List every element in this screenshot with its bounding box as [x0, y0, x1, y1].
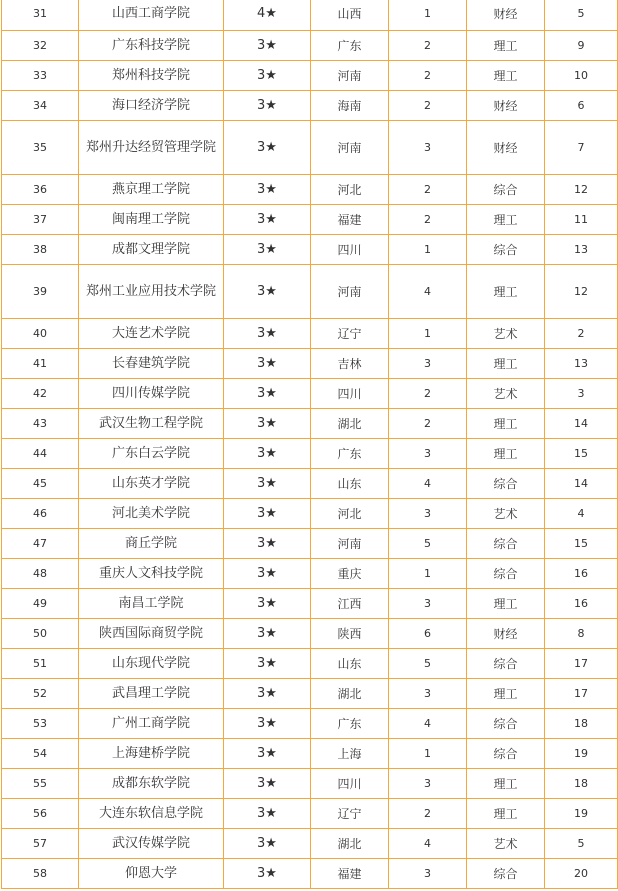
- star-rating-cell: 3★: [224, 589, 311, 619]
- table-row: [2, 619, 618, 649]
- star-rating-cell: 3★: [224, 439, 311, 469]
- school-name-cell: 广东科技学院: [79, 31, 224, 61]
- province-cell: 福建: [311, 859, 389, 889]
- level-cell: 2: [389, 31, 467, 61]
- count-cell: 13: [545, 349, 618, 379]
- ranking-table-body: [2, 0, 618, 889]
- rank-cell: 58: [2, 859, 79, 889]
- category-cell: 理工: [467, 409, 545, 439]
- school-name-cell: 上海建桥学院: [79, 739, 224, 769]
- rank-cell: 41: [2, 349, 79, 379]
- count-cell: 15: [545, 529, 618, 559]
- school-name-cell: 闽南理工学院: [79, 205, 224, 235]
- rank-cell: 38: [2, 235, 79, 265]
- category-cell: 理工: [467, 769, 545, 799]
- star-rating-cell: 3★: [224, 679, 311, 709]
- level-cell: 1: [389, 235, 467, 265]
- school-name-cell: 南昌工学院: [79, 589, 224, 619]
- province-cell: 广东: [311, 31, 389, 61]
- category-cell: 综合: [467, 739, 545, 769]
- star-rating-cell: 3★: [224, 649, 311, 679]
- category-cell: 理工: [467, 349, 545, 379]
- star-rating-cell: 3★: [224, 319, 311, 349]
- table-row: [2, 439, 618, 469]
- star-rating-cell: 3★: [224, 349, 311, 379]
- count-cell: 10: [545, 61, 618, 91]
- category-cell: 财经: [467, 0, 545, 31]
- rank-cell: 40: [2, 319, 79, 349]
- province-cell: 福建: [311, 205, 389, 235]
- school-name-cell: 重庆人文科技学院: [79, 559, 224, 589]
- level-cell: 3: [389, 439, 467, 469]
- star-rating-cell: 4★: [224, 0, 311, 31]
- count-cell: 18: [545, 709, 618, 739]
- rank-cell: 42: [2, 379, 79, 409]
- school-name-cell: 武汉传媒学院: [79, 829, 224, 859]
- category-cell: 理工: [467, 679, 545, 709]
- table-row: [2, 769, 618, 799]
- school-name-cell: 陕西国际商贸学院: [79, 619, 224, 649]
- school-name-cell: 广州工商学院: [79, 709, 224, 739]
- star-rating-cell: 3★: [224, 859, 311, 889]
- province-cell: 湖北: [311, 409, 389, 439]
- star-rating-cell: 3★: [224, 409, 311, 439]
- level-cell: 5: [389, 649, 467, 679]
- count-cell: 5: [545, 0, 618, 31]
- rank-cell: 53: [2, 709, 79, 739]
- count-cell: 19: [545, 739, 618, 769]
- table-row: [2, 349, 618, 379]
- school-name-cell: 郑州科技学院: [79, 61, 224, 91]
- province-cell: 上海: [311, 739, 389, 769]
- count-cell: 8: [545, 619, 618, 649]
- category-cell: 综合: [467, 649, 545, 679]
- count-cell: 3: [545, 379, 618, 409]
- level-cell: 5: [389, 529, 467, 559]
- star-rating-cell: 3★: [224, 265, 311, 319]
- star-rating-cell: 3★: [224, 379, 311, 409]
- province-cell: 海南: [311, 91, 389, 121]
- star-rating-cell: 3★: [224, 499, 311, 529]
- level-cell: 2: [389, 175, 467, 205]
- star-rating-cell: 3★: [224, 175, 311, 205]
- count-cell: 5: [545, 829, 618, 859]
- school-name-cell: 河北美术学院: [79, 499, 224, 529]
- level-cell: 3: [389, 859, 467, 889]
- table-row: [2, 469, 618, 499]
- school-name-cell: 商丘学院: [79, 529, 224, 559]
- count-cell: 11: [545, 205, 618, 235]
- level-cell: 1: [389, 739, 467, 769]
- rank-cell: 57: [2, 829, 79, 859]
- category-cell: 综合: [467, 859, 545, 889]
- school-name-cell: 成都文理学院: [79, 235, 224, 265]
- category-cell: 综合: [467, 709, 545, 739]
- school-name-cell: 成都东软学院: [79, 769, 224, 799]
- table-row: [2, 829, 618, 859]
- province-cell: 湖北: [311, 679, 389, 709]
- province-cell: 山东: [311, 649, 389, 679]
- province-cell: 辽宁: [311, 799, 389, 829]
- count-cell: 16: [545, 589, 618, 619]
- category-cell: 财经: [467, 91, 545, 121]
- level-cell: 4: [389, 829, 467, 859]
- star-rating-cell: 3★: [224, 91, 311, 121]
- category-cell: 综合: [467, 559, 545, 589]
- province-cell: 广东: [311, 439, 389, 469]
- star-rating-cell: 3★: [224, 619, 311, 649]
- level-cell: 3: [389, 121, 467, 175]
- rank-cell: 48: [2, 559, 79, 589]
- category-cell: 艺术: [467, 499, 545, 529]
- category-cell: 财经: [467, 121, 545, 175]
- category-cell: 理工: [467, 205, 545, 235]
- province-cell: 河南: [311, 529, 389, 559]
- province-cell: 四川: [311, 379, 389, 409]
- level-cell: 2: [389, 799, 467, 829]
- school-name-cell: 武昌理工学院: [79, 679, 224, 709]
- table-row: [2, 91, 618, 121]
- table-row: [2, 529, 618, 559]
- table-row: [2, 175, 618, 205]
- level-cell: 2: [389, 205, 467, 235]
- rank-cell: 39: [2, 265, 79, 319]
- level-cell: 2: [389, 379, 467, 409]
- province-cell: 湖北: [311, 829, 389, 859]
- province-cell: 重庆: [311, 559, 389, 589]
- count-cell: 20: [545, 859, 618, 889]
- count-cell: 4: [545, 499, 618, 529]
- level-cell: 3: [389, 769, 467, 799]
- school-name-cell: 长春建筑学院: [79, 349, 224, 379]
- level-cell: 2: [389, 61, 467, 91]
- count-cell: 13: [545, 235, 618, 265]
- count-cell: 7: [545, 121, 618, 175]
- province-cell: 山东: [311, 469, 389, 499]
- level-cell: 1: [389, 559, 467, 589]
- rank-cell: 55: [2, 769, 79, 799]
- school-name-cell: 大连东软信息学院: [79, 799, 224, 829]
- school-name-cell: 四川传媒学院: [79, 379, 224, 409]
- count-cell: 14: [545, 409, 618, 439]
- table-row: [2, 0, 618, 31]
- school-name-cell: 广东白云学院: [79, 439, 224, 469]
- level-cell: 3: [389, 499, 467, 529]
- category-cell: 理工: [467, 589, 545, 619]
- category-cell: 综合: [467, 175, 545, 205]
- table-row: [2, 679, 618, 709]
- school-name-cell: 山东现代学院: [79, 649, 224, 679]
- level-cell: 3: [389, 589, 467, 619]
- star-rating-cell: 3★: [224, 739, 311, 769]
- school-name-cell: 山东英才学院: [79, 469, 224, 499]
- table-row: [2, 799, 618, 829]
- rank-cell: 34: [2, 91, 79, 121]
- count-cell: 14: [545, 469, 618, 499]
- count-cell: 19: [545, 799, 618, 829]
- table-row: [2, 409, 618, 439]
- category-cell: 财经: [467, 619, 545, 649]
- province-cell: 河南: [311, 265, 389, 319]
- table-row: [2, 859, 618, 889]
- school-name-cell: 郑州升达经贸管理学院: [79, 121, 224, 175]
- school-name-cell: 郑州工业应用技术学院: [79, 265, 224, 319]
- rank-cell: 56: [2, 799, 79, 829]
- star-rating-cell: 3★: [224, 121, 311, 175]
- count-cell: 16: [545, 559, 618, 589]
- level-cell: 4: [389, 709, 467, 739]
- star-rating-cell: 3★: [224, 469, 311, 499]
- category-cell: 艺术: [467, 319, 545, 349]
- school-name-cell: 山西工商学院: [79, 0, 224, 31]
- rank-cell: 50: [2, 619, 79, 649]
- rank-cell: 43: [2, 409, 79, 439]
- table-row: [2, 379, 618, 409]
- star-rating-cell: 3★: [224, 61, 311, 91]
- table-row: [2, 709, 618, 739]
- province-cell: 广东: [311, 709, 389, 739]
- rank-cell: 51: [2, 649, 79, 679]
- count-cell: 12: [545, 175, 618, 205]
- count-cell: 17: [545, 649, 618, 679]
- province-cell: 河北: [311, 499, 389, 529]
- rank-cell: 45: [2, 469, 79, 499]
- table-row: [2, 205, 618, 235]
- level-cell: 4: [389, 265, 467, 319]
- count-cell: 17: [545, 679, 618, 709]
- province-cell: 四川: [311, 235, 389, 265]
- rank-cell: 37: [2, 205, 79, 235]
- count-cell: 15: [545, 439, 618, 469]
- level-cell: 2: [389, 409, 467, 439]
- table-row: [2, 559, 618, 589]
- province-cell: 四川: [311, 769, 389, 799]
- category-cell: 理工: [467, 31, 545, 61]
- table-row: [2, 499, 618, 529]
- table-row: [2, 121, 618, 175]
- category-cell: 理工: [467, 439, 545, 469]
- province-cell: 河南: [311, 61, 389, 91]
- province-cell: 陕西: [311, 619, 389, 649]
- province-cell: 江西: [311, 589, 389, 619]
- category-cell: 综合: [467, 529, 545, 559]
- level-cell: 4: [389, 469, 467, 499]
- rank-cell: 33: [2, 61, 79, 91]
- table-row: [2, 31, 618, 61]
- star-rating-cell: 3★: [224, 559, 311, 589]
- count-cell: 2: [545, 319, 618, 349]
- category-cell: 理工: [467, 265, 545, 319]
- rank-cell: 44: [2, 439, 79, 469]
- school-name-cell: 海口经济学院: [79, 91, 224, 121]
- category-cell: 综合: [467, 235, 545, 265]
- rank-cell: 54: [2, 739, 79, 769]
- category-cell: 综合: [467, 469, 545, 499]
- count-cell: 6: [545, 91, 618, 121]
- count-cell: 18: [545, 769, 618, 799]
- table-row: [2, 589, 618, 619]
- star-rating-cell: 3★: [224, 769, 311, 799]
- rank-cell: 32: [2, 31, 79, 61]
- province-cell: 辽宁: [311, 319, 389, 349]
- table-row: [2, 739, 618, 769]
- table-row: [2, 319, 618, 349]
- rank-cell: 47: [2, 529, 79, 559]
- star-rating-cell: 3★: [224, 205, 311, 235]
- province-cell: 河南: [311, 121, 389, 175]
- table-row: [2, 235, 618, 265]
- category-cell: 理工: [467, 799, 545, 829]
- count-cell: 12: [545, 265, 618, 319]
- level-cell: 1: [389, 0, 467, 31]
- star-rating-cell: 3★: [224, 799, 311, 829]
- category-cell: 理工: [467, 61, 545, 91]
- category-cell: 艺术: [467, 829, 545, 859]
- star-rating-cell: 3★: [224, 31, 311, 61]
- rank-cell: 31: [2, 0, 79, 31]
- star-rating-cell: 3★: [224, 709, 311, 739]
- table-row: [2, 265, 618, 319]
- province-cell: 吉林: [311, 349, 389, 379]
- star-rating-cell: 3★: [224, 829, 311, 859]
- category-cell: 艺术: [467, 379, 545, 409]
- star-rating-cell: 3★: [224, 235, 311, 265]
- level-cell: 3: [389, 349, 467, 379]
- level-cell: 1: [389, 319, 467, 349]
- rank-cell: 35: [2, 121, 79, 175]
- school-name-cell: 燕京理工学院: [79, 175, 224, 205]
- rank-cell: 46: [2, 499, 79, 529]
- school-name-cell: 大连艺术学院: [79, 319, 224, 349]
- rank-cell: 36: [2, 175, 79, 205]
- level-cell: 3: [389, 679, 467, 709]
- province-cell: 河北: [311, 175, 389, 205]
- province-cell: 山西: [311, 0, 389, 31]
- count-cell: 9: [545, 31, 618, 61]
- star-rating-cell: 3★: [224, 529, 311, 559]
- level-cell: 2: [389, 91, 467, 121]
- table-row: [2, 61, 618, 91]
- level-cell: 6: [389, 619, 467, 649]
- school-name-cell: 仰恩大学: [79, 859, 224, 889]
- school-name-cell: 武汉生物工程学院: [79, 409, 224, 439]
- table-row: [2, 649, 618, 679]
- rank-cell: 49: [2, 589, 79, 619]
- rank-cell: 52: [2, 679, 79, 709]
- ranking-table: [1, 0, 618, 889]
